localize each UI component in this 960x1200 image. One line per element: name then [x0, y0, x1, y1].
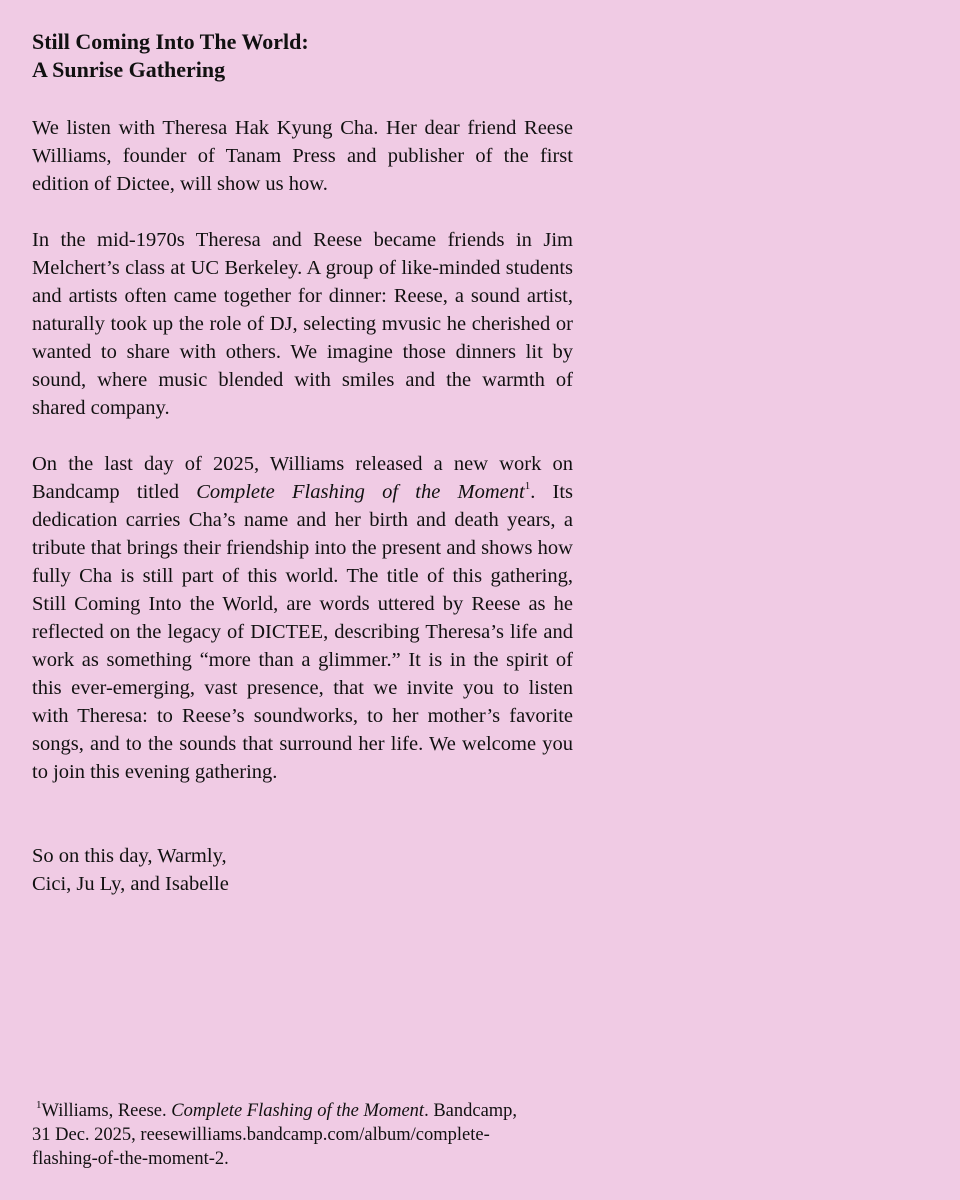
title-line-2: A Sunrise Gathering	[32, 57, 226, 82]
footnote	[32, 1099, 592, 1171]
signoff	[32, 842, 573, 898]
signoff-names: Cici, Ju Ly, and Isabelle	[32, 873, 229, 895]
page-title	[32, 28, 573, 84]
signoff-greeting: So on this day, Warmly,	[32, 845, 227, 867]
footnote-line-3: flashing-of-the-moment-2.	[32, 1149, 229, 1169]
footnote-line-1	[32, 1099, 592, 1123]
work-title: Complete Flashing of the Moment	[196, 481, 525, 503]
footnote-author: Williams, Reese.	[41, 1101, 172, 1121]
paragraph-dedication-rest: . Its dedication carries Cha’s name and her birth and death years, a tribute that brings their friendship into the present and shows how fully Cha is still part of this world. The title of this gathering, Still Coming Into the World, are words uttered by Reese as he reflected on the legacy of DICTEE, describing Theresa’s life and work as something “more than a glimmer.” It is in the spirit of this ever-emerging, vast presence, that we invite you to listen with Theresa: to Reese’s soundworks, to her mother’s favorite songs, and to the sounds that surround her life. We welcome you to join this evening gathering.	[32, 481, 574, 783]
footnote-mark: 1	[36, 1098, 42, 1111]
paragraph-dedication-lead: On the last day of 2025, Williams released a new work on Bandcamp titled	[32, 453, 573, 503]
paragraph-intro: We listen with Theresa Hak Kyung Cha. Her dear friend Reese Williams, founder of Tanam Press and publisher of the first edition of Dictee, will show us how.	[32, 117, 573, 195]
footnote-source: . Bandcamp,	[424, 1101, 518, 1121]
footnote-reference: 1	[524, 480, 531, 493]
paragraph-dedication	[32, 450, 573, 786]
footnote-work-title: Complete Flashing of the Moment	[171, 1101, 425, 1121]
paragraph-history: In the mid-1970s Theresa and Reese became friends in Jim Melchert’s class at UC Berkeley. A group of like-minded students and artists often came together for dinner: Reese, a sound artist, naturally took up the role of DJ, selecting mvusic he cherished or wanted to share with others. We imagine those dinners lit by sound, where music blended with smiles and the warmth of shared company.	[32, 229, 573, 419]
letter-content	[32, 28, 573, 898]
title-line-1: Still Coming Into The World:	[32, 29, 309, 54]
footnote-line-2: 31 Dec. 2025, reesewilliams.bandcamp.com/album/complete-	[32, 1125, 490, 1145]
